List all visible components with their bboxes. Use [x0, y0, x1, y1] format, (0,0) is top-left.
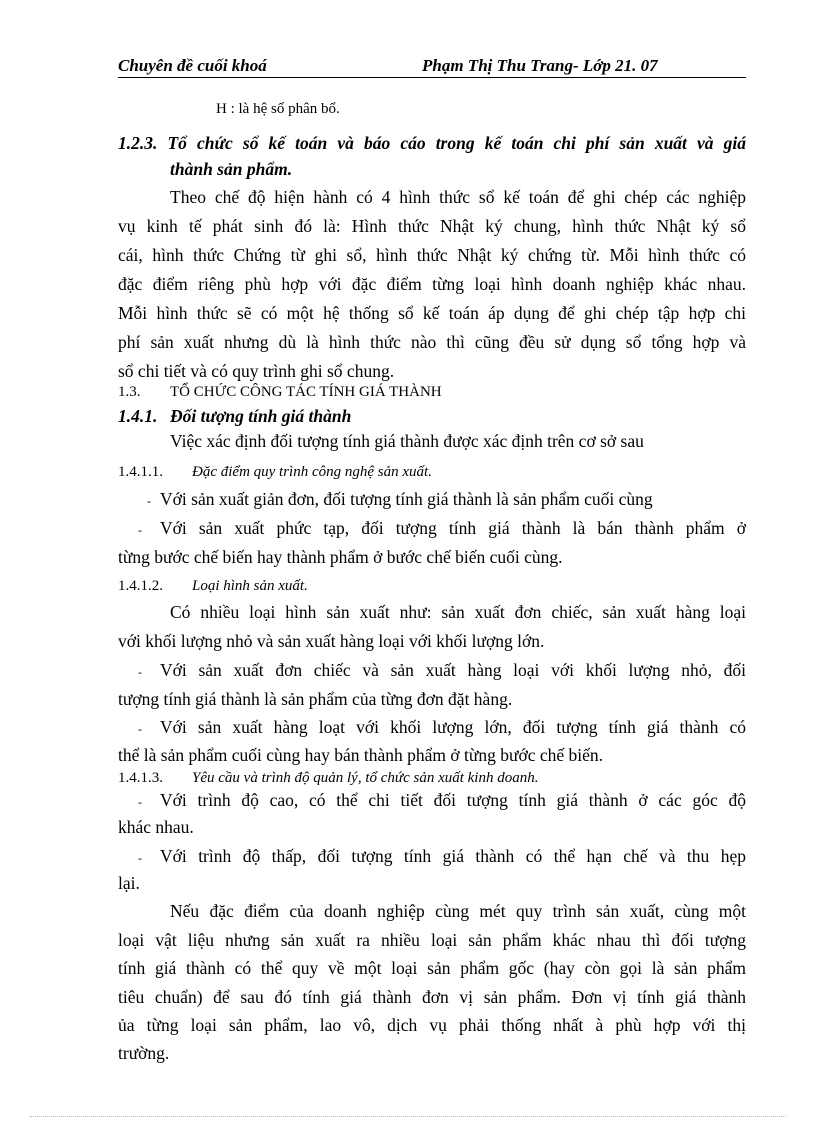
heading-text: TỔ CHỨC CÔNG TÁC TÍNH GIÁ THÀNH	[170, 384, 442, 400]
heading-text: Yêu cầu và trình độ quản lý, tổ chức sản xuất kinh doanh.	[192, 770, 539, 786]
bullet-text: Với trình độ cao, có thể chi tiết đối tượng tính giá thành ở các góc độ	[160, 790, 746, 810]
bullet-dash: -	[138, 722, 142, 736]
heading-text: Loại hình sản xuất.	[192, 578, 308, 594]
bullet-text: Với sản xuất đơn chiếc và sản xuất hàng loại với khối lượng nhỏ, đối	[160, 660, 746, 680]
bullet-dash: -	[138, 665, 142, 679]
heading-number: 1.4.1.1.	[118, 464, 163, 480]
page-bottom-dotted-rule	[30, 1116, 786, 1117]
bullet-dash: -	[147, 494, 151, 508]
bullet-text: Với sản xuất phức tạp, đối tượng tính giá thành là bán thành phẩm ở	[160, 518, 746, 538]
paragraph-line: tiêu chuẩn) để sau đó tính giá thành đơn vị sản phẩm. Đơn vị tính giá thành	[118, 987, 746, 1007]
bullet-item	[138, 659, 746, 683]
paragraph-line: Việc xác định đối tượng tính giá thành được xác định trên cơ sở sau	[170, 431, 644, 451]
formula-note: H : là hệ số phân bổ.	[216, 101, 340, 117]
paragraph-line: Có nhiều loại hình sản xuất như: sản xuất đơn chiếc, sản xuất hàng loại	[170, 602, 746, 622]
heading-text: Đối tượng tính giá thành	[170, 406, 352, 426]
paragraph-line: đặc điểm riêng phù hợp với đặc điểm từng loại hình doanh nghiệp khác nhau.	[118, 274, 746, 294]
paragraph-line: trường.	[118, 1043, 170, 1063]
paragraph-line: phí sản xuất nhưng dù là hình thức nào thì cũng đều sử dụng sổ tổng hợp và	[118, 332, 746, 352]
header-rule	[118, 77, 746, 78]
bullet-text-cont: thể là sản phẩm cuối cùng hay bán thành phẩm ở từng bước chế biến.	[118, 745, 604, 765]
bullet-dash: -	[138, 523, 142, 537]
paragraph-line: Mỗi hình thức sẽ có một hệ thống sổ kế toán áp dụng để ghi chép tập hợp chi	[118, 303, 746, 323]
paragraph-line: loại vật liệu nhưng sản xuất ra nhiều loại sản phẩm khác nhau thì đối tượng	[118, 930, 746, 950]
paragraph-line: tính giá thành có thể quy về một loại sản phẩm gốc (hay còn gọi là sản phẩm	[118, 958, 746, 978]
bullet-text-cont: tượng tính giá thành là sản phẩm của từng đơn đặt hàng.	[118, 689, 513, 709]
heading-text: Đặc điểm quy trình công nghệ sản xuất.	[192, 464, 432, 480]
bullet-dash: -	[138, 851, 142, 865]
running-header	[118, 56, 746, 76]
bullet-item	[138, 517, 746, 541]
heading-1-4-1	[118, 405, 746, 427]
bullet-text: Với trình độ thấp, đối tượng tính giá thành có thể hạn chế và thu hẹp	[160, 846, 746, 866]
bullet-text-cont: khác nhau.	[118, 817, 194, 837]
paragraph-line: Theo chế độ hiện hành có 4 hình thức sổ kế toán để ghi chép các nghiệp	[170, 187, 746, 207]
heading-number: 1.4.1.3.	[118, 770, 163, 786]
bullet-text: Với sản xuất giản đơn, đối tượng tính giá thành là sản phẩm cuối cùng	[160, 489, 653, 509]
heading-1-4-1-1	[118, 459, 746, 483]
heading-number: 1.3.	[118, 384, 141, 400]
heading-1-3	[118, 381, 746, 403]
bullet-item	[138, 488, 746, 512]
bullet-text-cont: từng bước chế biến hay thành phẩm ở bước chế biến cuối cùng.	[118, 547, 563, 567]
paragraph-line: Nếu đặc điểm của doanh nghiệp cùng mét quy trình sản xuất, cùng một	[170, 901, 746, 921]
heading-1-4-1-2	[118, 573, 746, 597]
bullet-dash: -	[138, 795, 142, 809]
bullet-text-cont: lại.	[118, 873, 140, 893]
heading-number: 1.4.1.2.	[118, 578, 163, 594]
heading-text: Tổ chức sổ kế toán và báo cáo trong kế toán chi phí sản xuất và giá	[167, 133, 747, 153]
paragraph-line: sổ chi tiết và có quy trình ghi sổ chung.	[118, 361, 395, 381]
bullet-item	[138, 789, 746, 813]
paragraph-line: với khối lượng nhỏ và sản xuất hàng loại với khối lượng lớn.	[118, 631, 545, 651]
bullet-text: Với sản xuất hàng loạt với khối lượng lớn, đối tượng tính giá thành có	[160, 717, 746, 737]
heading-1-2-3	[118, 132, 746, 154]
paragraph-line: ủa từng loại sản phẩm, lao vô, dịch vụ phải thống nhất à phù hợp với thị	[118, 1015, 746, 1035]
paragraph-line: cái, hình thức Chứng từ ghi sổ, hình thức Nhật ký chứng từ. Mỗi hình thức có	[118, 245, 746, 265]
bullet-item	[138, 845, 746, 869]
heading-number: 1.2.3.	[118, 133, 158, 153]
bullet-item	[138, 716, 746, 740]
heading-number: 1.4.1.	[118, 406, 158, 426]
heading-1-2-3-cont: thành sản phẩm.	[170, 159, 293, 179]
heading-1-4-1-3	[118, 765, 746, 789]
paragraph-line: vụ kinh tế phát sinh đó là: Hình thức Nhật ký chung, hình thức Nhật ký sổ	[118, 216, 746, 236]
header-left-title: Chuyên đề cuối khoá	[118, 56, 267, 75]
header-right-author: Phạm Thị Thu Trang- Lớp 21. 07	[422, 56, 658, 75]
